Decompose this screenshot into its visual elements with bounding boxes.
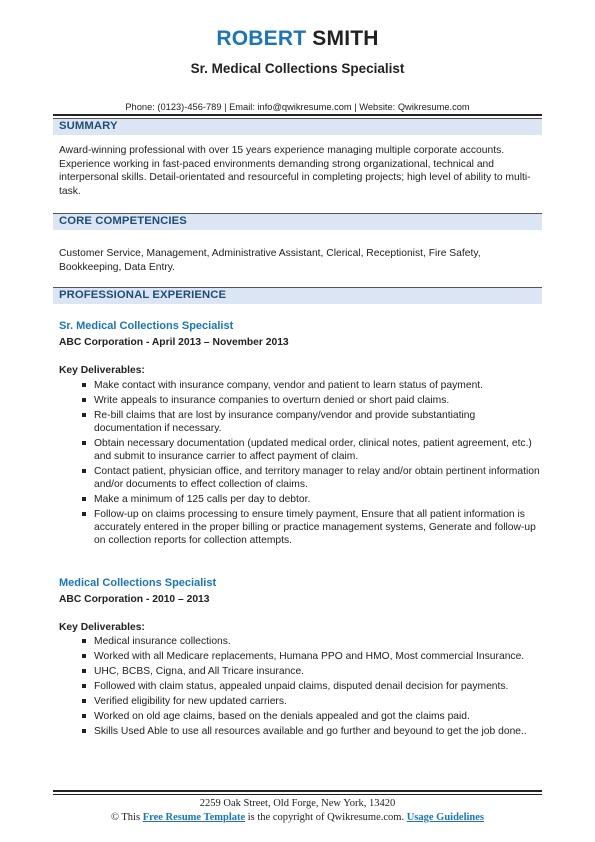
list-item: Worked on old age claims, based on the denials appealed and got the claims paid. [59,710,543,723]
list-item: Worked with all Medicare replacements, Humana PPO and HMO, Most commercial Insurance. [59,650,543,663]
deliverables-label: Key Deliverables: [59,365,145,376]
deliverables-list [59,379,543,549]
bullet-icon [82,469,86,473]
candidate-name [0,27,595,51]
list-item: Contact patient, physician office, and territory manager to relay and/or obtain pertinent information and/or documents to effect collection of claims. [59,465,543,491]
bullet-icon [82,669,86,673]
summary-heading: SUMMARY [53,118,542,135]
list-item: Medical insurance collections. [59,635,543,648]
last-name: SMITH [312,27,379,50]
bullet-icon [82,512,86,516]
candidate-title: Sr. Medical Collections Specialist [190,61,405,76]
bullet-icon [82,654,86,658]
list-item: Re-bill claims that are lost by insurance company/vendor and provide substantiating documentation if necessary. [59,409,543,435]
bullet-icon [82,684,86,688]
bullet-icon [82,639,86,643]
list-item: UHC, BCBS, Cigna, and All Tricare insurance. [59,665,543,678]
bullet-icon [82,699,86,703]
copyright-prefix: © This [110,812,141,823]
job-company: ABC Corporation - April 2013 – November 2013 [59,337,289,348]
job-title: Medical Collections Specialist [59,577,217,589]
list-item: Skills Used Able to use all resources available and go further and beyound to get the job done.. [59,725,543,738]
job-title: Sr. Medical Collections Specialist [59,320,234,332]
list-item: Make contact with insurance company, vendor and patient to learn status of payment. [59,379,543,392]
bullet-icon [82,729,86,733]
list-item: Follow-up on claims processing to ensure timely payment, Ensure that all patient information is accurately entered in the proper billing or practice management systems, Generate and follow-up on collection reports for collection attempts. [59,508,543,547]
footer-divider-thin [53,794,542,795]
list-item: Obtain necessary documentation (updated medical order, clinical notes, patient agreement, etc.) and submit to insurance carrier to affect payment of claim. [59,437,543,463]
first-name: ROBERT [216,27,307,50]
bullet-icon [82,383,86,387]
list-item: Followed with claim status, appealed unpaid claims, disputed denail decision for payments. [59,680,543,693]
bullet-icon [82,441,86,445]
footer-address: 2259 Oak Street, Old Forge, New York, 13420 [199,798,396,809]
experience-heading: PROFESSIONAL EXPERIENCE [53,287,542,304]
list-item: Write appeals to insurance companies to overturn denied or short paid claims. [59,394,543,407]
competencies-heading: CORE COMPETENCIES [53,213,542,230]
free-resume-template-link[interactable]: Free Resume Template [142,812,246,823]
bullet-icon [82,398,86,402]
bullet-icon [82,497,86,501]
list-item: Verified eligibility for new updated carriers. [59,695,543,708]
competencies-text: Customer Service, Management, Administrative Assistant, Clerical, Receptionist, Fire Safety, Bookkeeping, Data Entry. [59,248,481,273]
bullet-icon [82,714,86,718]
list-item: Make a minimum of 125 calls per day to debtor. [59,493,543,506]
copyright-middle: is the copyright of Qwikresume.com. [247,812,405,823]
summary-text: Award-winning professional with over 15 years experience managing multiple corporate accounts. Experience working in fast-paced environments demanding strong organizational, technical and interpersonal skills. Detail-orientated and resourceful in completing projects; high level of ability to multi-task. [59,145,531,197]
footer-copyright [0,811,595,824]
deliverables-list [59,635,543,740]
footer-divider [53,790,542,792]
usage-guidelines-link[interactable]: Usage Guidelines [406,812,485,823]
job-company: ABC Corporation - 2010 – 2013 [59,594,210,605]
contact-line: Phone: (0123)-456-789 | Email: info@qwikresume.com | Website: Qwikresume.com [125,102,470,112]
bullet-icon [82,413,86,417]
deliverables-label: Key Deliverables: [59,622,145,633]
header-divider [53,114,542,116]
